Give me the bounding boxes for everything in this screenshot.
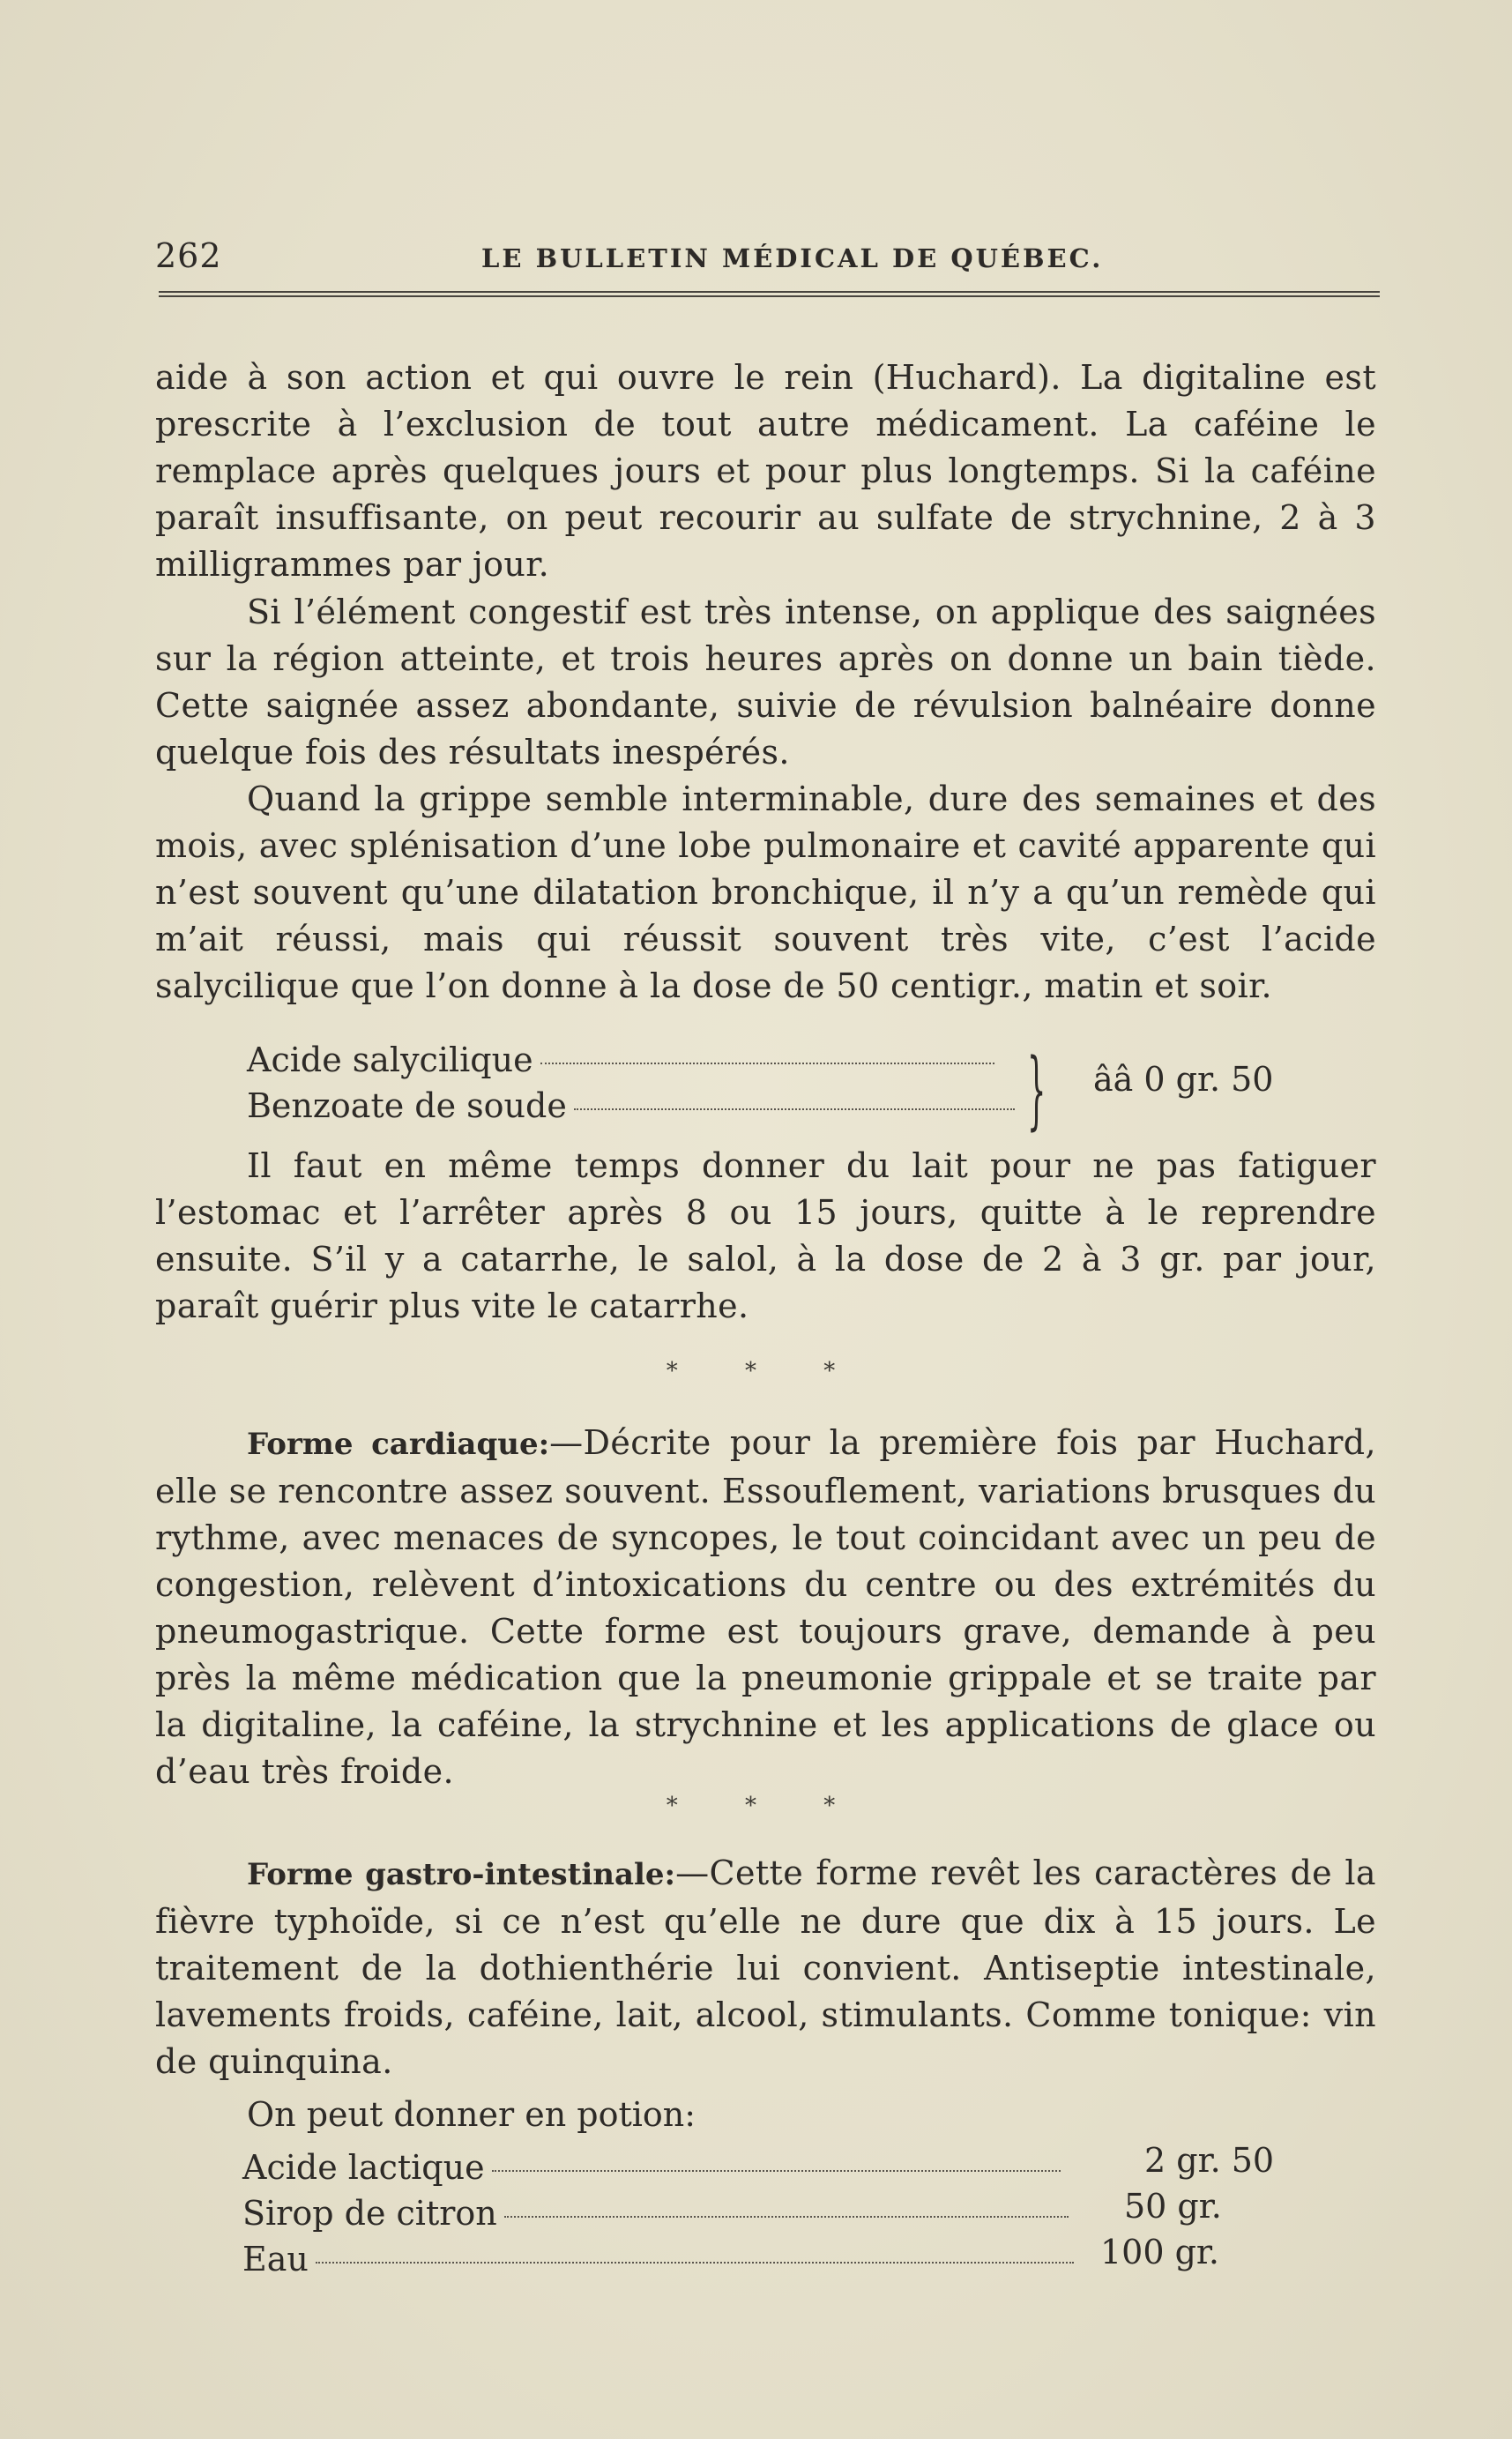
leader-dots	[492, 2170, 1061, 2172]
potion-dose: 50 gr.	[1124, 2187, 1222, 2226]
section-cardiac-text	[155, 1420, 1376, 1795]
prescription-line-1	[247, 1037, 1002, 1083]
potion-item: Sirop de citron	[242, 2194, 497, 2233]
prescription-item: Acide salycilique	[247, 1040, 533, 1079]
leader-dots	[574, 1108, 1015, 1110]
header-rule	[159, 291, 1380, 297]
leader-dots	[316, 2262, 1074, 2264]
section-cardiac-heading: Forme cardiaque:	[247, 1427, 550, 1462]
paragraph-2-text: Si l’élément congestif est très intense, on applique des saignées sur la région atteinte, et trois heures après on donne un bain tiède. Cette saignée assez abondante, suivie de révulsion balnéaire donne quelque fois des résultats inespérés.	[155, 593, 1376, 772]
paragraph-3	[155, 776, 1376, 1010]
section-separator: * * *	[666, 1793, 866, 1819]
page-header	[155, 236, 1382, 280]
section-gastro-body: —Cette forme revêt les caractères de la fièvre typhoïde, si ce n’est qu’elle ne dure que dix à 15 jours. Le traitement de la dothienthérie lui convient. Antiseptie intestinale, lavements froids, caféine, lait, alcool, stimulants. Comme tonique: vin de quinquina.	[155, 1853, 1376, 2081]
section-gastro-text	[155, 1850, 1376, 2085]
potion-item: Acide lactique	[242, 2148, 485, 2187]
section-gastro	[155, 1850, 1376, 2085]
section-separator: * * *	[666, 1358, 866, 1384]
potion-dose: 100 gr.	[1100, 2233, 1220, 2271]
potion-line-2	[242, 2190, 1076, 2236]
potion-line-3	[242, 2236, 1081, 2282]
prescription-dose: ââ 0 gr. 50	[1093, 1060, 1274, 1099]
paragraph-4	[155, 1143, 1376, 1330]
prescription-item: Benzoate de soude	[247, 1086, 567, 1125]
paragraph-1	[155, 354, 1376, 588]
paragraph-2	[155, 589, 1376, 776]
section-cardiac-body: —Décrite pour la première fois par Huchard, elle se rencontre assez souvent. Essouflement, variations brusques du rythme, avec menaces de syncopes, le tout coincidant avec un peu de congestion, relèvent d’intoxications du centre ou des extrémités du pneumogastrique. Cette forme est toujours grave, demande à peu près la même médication que la pneumonie grippale et se traite par la digitaline, la caféine, la strychnine et les applications de glace ou d’eau très froide.	[155, 1423, 1376, 1791]
potion-item: Eau	[242, 2240, 309, 2279]
paragraph-3-text: Quand la grippe semble interminable, dure des semaines et des mois, avec splénisation d’une lobe pulmonaire et cavité apparente qui n’est souvent qu’une dilatation bronchique, il n’y a qu’un remède qui m’ait réussi, mais qui réussit souvent très vite, c’est l’acide salycilique que l’on donne à la dose de 50 centigr., matin et soir.	[155, 779, 1376, 1005]
running-title: LE BULLETIN MÉDICAL DE QUÉBEC.	[481, 243, 1104, 273]
section-gastro-heading: Forme gastro-intestinale:	[247, 1857, 676, 1892]
section-cardiac	[155, 1420, 1376, 1795]
potion-intro: On peut donner en potion:	[247, 2095, 696, 2134]
potion-dose: 2 gr. 50	[1144, 2141, 1275, 2180]
paragraph-4-text: Il faut en même temps donner du lait pour ne pas fatiguer l’estomac et l’arrêter après 8 ou 15 jours, quitte à le reprendre ensuite. S’il y a catarrhe, le salol, à la dose de 2 à 3 gr. par jour, paraît guérir plus vite le catarrhe.	[155, 1146, 1376, 1325]
leader-dots	[504, 2216, 1069, 2218]
potion-line-1	[242, 2144, 1068, 2190]
brace-symbol: }	[1027, 1040, 1046, 1139]
paragraph-1-text: aide à son action et qui ouvre le rein (Huchard). La digitaline est prescrite à l’exclusion de tout autre médicament. La caféine le remplace après quelques jours et pour plus longtemps. Si la caféine paraît insuffisante, on peut recourir au sulfate de strychnine, 2 à 3 milligrammes par jour.	[155, 358, 1376, 584]
leader-dots	[540, 1063, 994, 1064]
prescription-line-2	[247, 1083, 1022, 1129]
page-number: 262	[155, 236, 222, 275]
